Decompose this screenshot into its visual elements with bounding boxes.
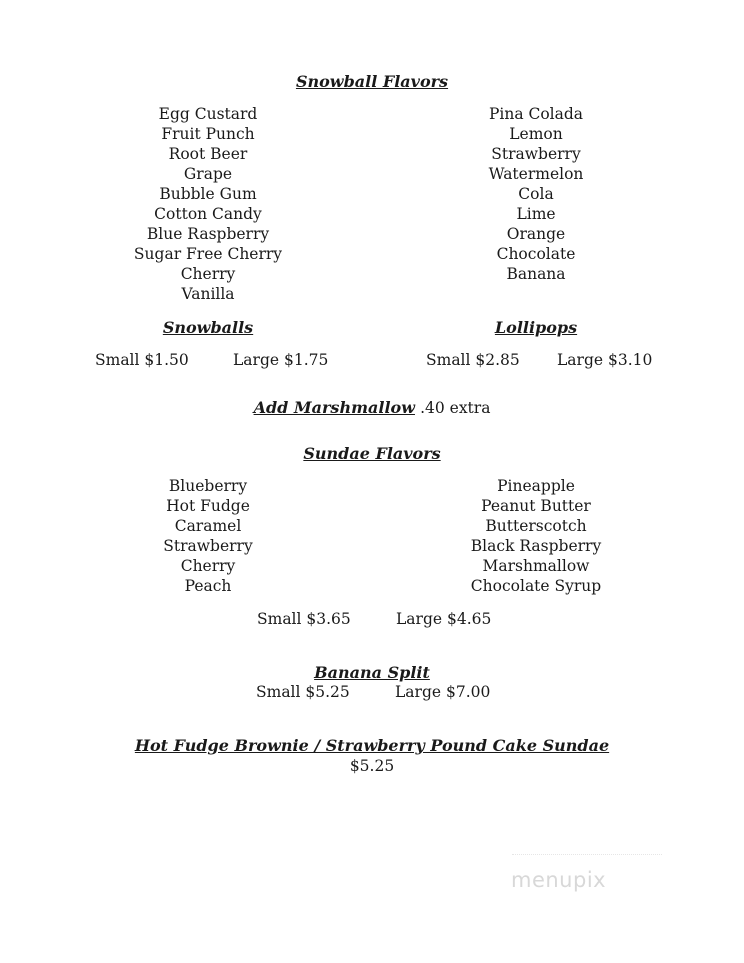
- flavor-item: Peanut Butter: [481, 497, 591, 515]
- flavor-item: Pina Colada: [488, 105, 584, 123]
- brownie-sundae-heading: Hot Fudge Brownie / Strawberry Pound Cake Sundae: [134, 736, 610, 755]
- flavor-item: Cola: [518, 185, 554, 203]
- flavor-item: Marshmallow: [482, 557, 590, 575]
- flavor-item: Fruit Punch: [161, 125, 255, 143]
- marshmallow-heading: Add Marshmallow: [253, 398, 415, 417]
- sundae-flavors-right-list: [471, 476, 601, 596]
- flavor-item: Strawberry: [163, 537, 253, 555]
- snowball-flavors-heading: Snowball Flavors: [295, 72, 449, 91]
- flavor-item: Pineapple: [497, 477, 575, 495]
- flavor-item: Butterscotch: [485, 517, 587, 535]
- flavor-item: Hot Fudge: [166, 497, 250, 515]
- banana-split-large-price: Large $7.00: [395, 683, 491, 701]
- watermark-divider: [512, 854, 662, 855]
- sundae-large-price: Large $4.65: [396, 610, 492, 628]
- flavor-item: Root Beer: [168, 145, 248, 163]
- flavor-item: Watermelon: [488, 165, 584, 183]
- flavor-item: Chocolate Syrup: [470, 577, 602, 595]
- snowball-flavors-left-list: [134, 104, 282, 304]
- flavor-item: Orange: [506, 225, 566, 243]
- flavor-item: Vanilla: [181, 285, 235, 303]
- flavor-item: Strawberry: [491, 145, 581, 163]
- lollipops-heading: Lollipops: [494, 318, 578, 337]
- snowball-flavors-right-list: [489, 104, 584, 284]
- snowballs-small-price: Small $1.50: [95, 351, 189, 369]
- flavor-item: Lime: [516, 205, 556, 223]
- sundae-flavors-left-list: [163, 476, 252, 596]
- flavor-item: Caramel: [174, 517, 242, 535]
- marshmallow-note: .40 extra: [420, 399, 491, 417]
- flavor-item: Black Raspberry: [470, 537, 602, 555]
- brownie-sundae-price: $5.25: [349, 757, 395, 775]
- lollipops-large-price: Large $3.10: [557, 351, 653, 369]
- flavor-item: Lemon: [509, 125, 563, 143]
- banana-split-heading: Banana Split: [314, 663, 430, 682]
- flavor-item: Egg Custard: [158, 105, 258, 123]
- flavor-item: Chocolate: [496, 245, 576, 263]
- marshmallow-line: [254, 398, 491, 417]
- snowballs-large-price: Large $1.75: [233, 351, 329, 369]
- flavor-item: Sugar Free Cherry: [133, 245, 283, 263]
- flavor-item: Cherry: [180, 557, 236, 575]
- flavor-item: Peach: [184, 577, 232, 595]
- menupix-watermark: menupix: [511, 868, 607, 892]
- flavor-item: Blue Raspberry: [146, 225, 270, 243]
- sundae-flavors-heading: Sundae Flavors: [303, 444, 441, 463]
- flavor-item: Banana: [506, 265, 566, 283]
- flavor-item: Cotton Candy: [154, 205, 262, 223]
- flavor-item: Cherry: [180, 265, 236, 283]
- sundae-small-price: Small $3.65: [257, 610, 351, 628]
- flavor-item: Bubble Gum: [159, 185, 257, 203]
- snowballs-heading: Snowballs: [162, 318, 254, 337]
- lollipops-small-price: Small $2.85: [426, 351, 520, 369]
- flavor-item: Grape: [183, 165, 233, 183]
- banana-split-small-price: Small $5.25: [256, 683, 350, 701]
- flavor-item: Blueberry: [168, 477, 248, 495]
